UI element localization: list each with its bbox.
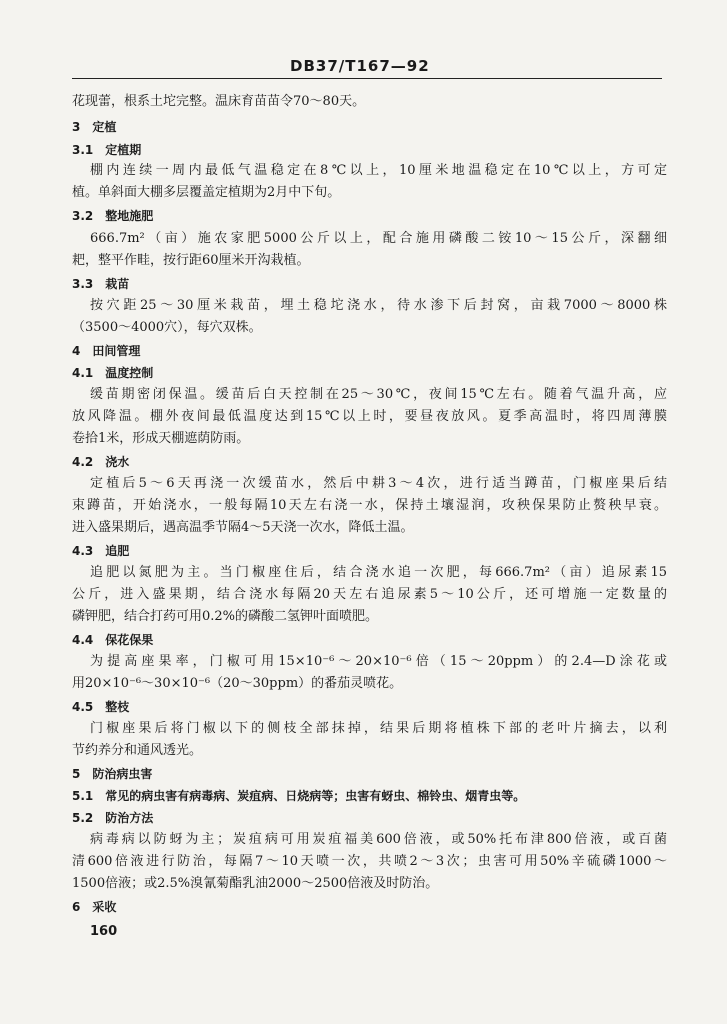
text-line: 花现蕾，根系土坨完整。温床育苗苗令70～80天。 [72,94,366,109]
paragraph-line: （3500～4000穴），每穴双株。 [72,320,262,335]
paragraph-line: 节约养分和通风透光。 [72,743,203,758]
subsection-heading-3-1: 3.1 定植期 [72,143,142,157]
subsection-heading-5-2: 5.2 防治方法 [72,811,154,825]
page-number: 160 [90,924,118,939]
standard-number: DB37/T167—92 [290,57,430,75]
paragraph-line: 公斤，进入盛果期，结合浇水每隔20天左右追尿素5～10公斤，还可增施一定数量的 [72,587,667,602]
section-heading-3: 3 定植 [72,120,117,134]
section-heading-5: 5 防治病虫害 [72,767,153,781]
paragraph-line: 病毒病以防蚜为主；炭疽病可用炭疽福美600倍液，或50%托布津800倍液，或百菌 [90,832,667,847]
subsection-5-1: 5.1 常见的病虫害有病毒病、炭疽病、日烧病等；虫害有蚜虫、棉铃虫、烟青虫等。 [72,789,526,803]
paragraph-line: 1500倍液；或2.5%溴氰菊酯乳油2000～2500倍液及时防治。 [72,876,439,891]
paragraph-line: 清600倍液进行防治，每隔7～10天喷一次，共喷2～3次；虫害可用50%辛硫磷1000～ [72,854,667,869]
section-heading-6: 6 采收 [72,900,117,914]
subsection-heading-4-2: 4.2 浇水 [72,455,130,469]
paragraph-line: 为提高座果率，门椒可用15×10⁻⁶～20×10⁻⁶倍（15～20ppm）的2.4—D涂花或 [90,654,667,669]
subsection-heading-4-5: 4.5 整枝 [72,700,130,714]
paragraph-line: 束蹲苗，开始浇水，一般每隔10天左右浇一水，保持土壤湿润，攻秧保果防止赘秧早衰。 [72,498,667,513]
paragraph-line: 门椒座果后将门椒以下的侧枝全部抹掉，结果后期将植株下部的老叶片摘去，以利 [90,721,667,736]
section-heading-4: 4 田间管理 [72,344,141,358]
paragraph-line: 追肥以氮肥为主。当门椒座住后，结合浇水追一次肥，每666.7m²（亩）追尿素15 [90,565,667,580]
paragraph-line: 用20×10⁻⁶～30×10⁻⁶（20～30ppm）的番茄灵喷花。 [72,676,403,691]
paragraph-line: 缓苗期密闭保温。缓苗后白天控制在25～30℃，夜间15℃左右。随着气温升高，应 [90,387,667,402]
paragraph-line: 卷拾1米，形成天棚遮荫防雨。 [72,431,250,446]
subsection-heading-4-4: 4.4 保花保果 [72,633,154,647]
subsection-heading-3-2: 3.2 整地施肥 [72,209,154,223]
subsection-heading-4-1: 4.1 温度控制 [72,366,154,380]
paragraph-line: 棚内连续一周内最低气温稳定在8℃以上，10厘米地温稳定在10℃以上，方可定 [90,163,667,178]
paragraph-line: 植。单斜面大棚多层覆盖定植期为2月中下旬。 [72,185,341,200]
paragraph-line: 按穴距25～30厘米栽苗，埋土稳坨浇水，待水渗下后封窝，亩栽7000～8000株 [90,298,667,313]
paragraph-line: 放风降温。棚外夜间最低温度达到15℃以上时，要昼夜放风。夏季高温时，将四周薄膜 [72,409,667,424]
paragraph-line: 耙，整平作畦，按行距60厘米开沟栽植。 [72,253,310,268]
header-rule [72,78,662,79]
paragraph-line: 进入盛果期后，遇高温季节隔4～5天浇一次水，降低土温。 [72,520,414,535]
paragraph-line: 666.7m²（亩）施农家肥5000公斤以上，配合施用磷酸二铵10～15公斤，深翻细 [90,231,667,246]
subsection-heading-4-3: 4.3 追肥 [72,544,130,558]
paragraph-line: 定植后5～6天再浇一次缓苗水，然后中耕3～4次，进行适当蹲苗，门椒座果后结 [90,476,667,491]
paragraph-line: 磷钾肥，结合打药可用0.2%的磷酸二氢钾叶面喷肥。 [72,609,379,624]
subsection-heading-3-3: 3.3 栽苗 [72,277,130,291]
